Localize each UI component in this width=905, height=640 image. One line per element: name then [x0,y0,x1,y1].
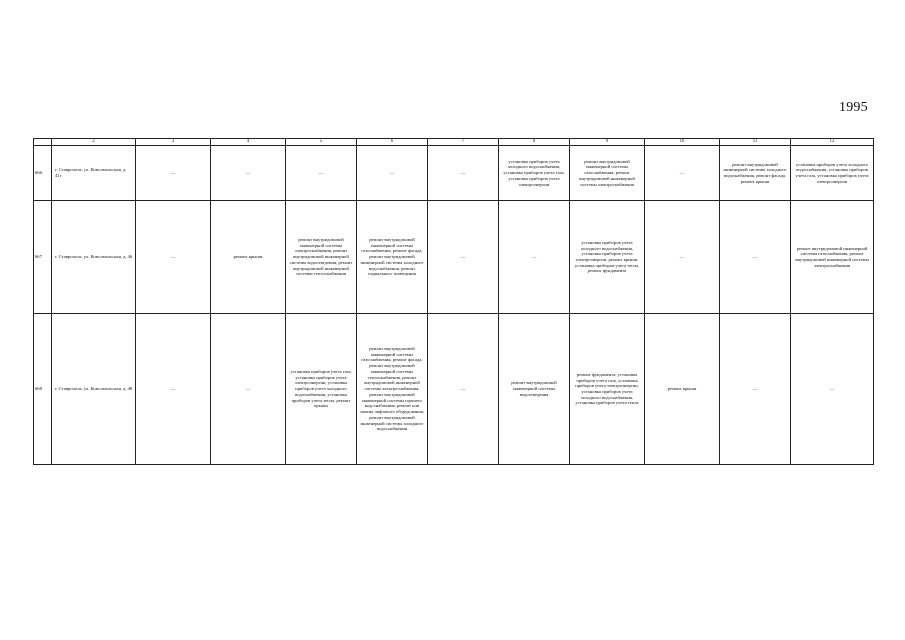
work-cell: — [357,146,428,201]
work-cell: — [720,201,791,314]
header-cell: 6 [357,139,428,146]
table-row [34,201,874,314]
row-number: 666. [34,146,52,201]
work-cell: установка приборов учета холодного водоснабжения, установка приборов учета электроэнергии, ремонт крыши, установка приборов учета тепла, ремонт фундамента [570,201,645,314]
header-row [34,139,874,146]
work-cell: установка приборов учета газа, установка приборов учета электроэнергии, установка приборов учета холодного водоснабжения, установка приборов учета тепла, ремонт крыши [286,314,357,465]
work-cell: — [499,201,570,314]
table-row [34,314,874,465]
header-cell: 8 [499,139,570,146]
work-cell: — [428,314,499,465]
header-cell: 4 [211,139,286,146]
work-cell: — [645,146,720,201]
work-plan-table [33,138,874,465]
header-cell: 10 [645,139,720,146]
address-cell: г. Ставрополь, ул. Комсомольская, д. 48 [52,314,136,465]
work-cell: — [428,201,499,314]
work-cell: — [720,314,791,465]
work-cell: — [286,146,357,201]
work-cell: ремонт внутридомовой инженерной системы холодного водоснабжения, ремонт фасада, ремонт крыши [720,146,791,201]
work-cell: — [136,201,211,314]
work-cell: ремонт крыши [211,201,286,314]
work-cell: — [645,201,720,314]
work-cell: ремонт внутридомовой инженерной системы электроснабжения, ремонт внутридомовой инженерной системы водоотведения, ремонт внутридомовой инженерной системы теплоснабжения [286,201,357,314]
work-cell: ремонт внутридомовой инженерной системы газоснабжения, ремонт внутридомовой инженерной системы электроснабжения [791,201,874,314]
address-cell: г. Ставрополь, ул. Комсомольская, д. 41г [52,146,136,201]
work-cell: ремонт фундамента, установка приборов учета газа, установка приборов учета электроэнергии, установка приборов учета холодного водоснабжения, установка приборов учета тепла [570,314,645,465]
work-cell: — [791,314,874,465]
work-cell: — [136,146,211,201]
header-cell: 5 [286,139,357,146]
work-cell: ремонт внутридомовой инженерной системы газоснабжения, ремонт фасада, ремонт внутридомовой инженерной системы теплоснабжения, ремонт внутридомовой инженерной системы электроснабжения, ремонт внутридомовой инженерной системы горячего водоснабжения, ремонт или замена лифтового оборудования, ремонт внутридомовой инженерной системы холодного водоснабжения [357,314,428,465]
header-cell: 12 [791,139,874,146]
work-cell: — [211,146,286,201]
work-cell: ремонт внутридомовой инженерной системы газоснабжения, ремонт фасада, ремонт внутридомовой инженерной системы холодного водоснабжения, ремонт подвального помещения [357,201,428,314]
row-number: 668 [34,314,52,465]
header-cell: 11 [720,139,791,146]
row-number: 667. [34,201,52,314]
header-cell: 3 [136,139,211,146]
work-cell: ремонт внутридомовой инженерной системы газоснабжения, ремонт внутридомовой инженерной системы электроснабжения [570,146,645,201]
header-cell: 7 [428,139,499,146]
work-cell: — [211,314,286,465]
page-number: 1995 [839,100,868,115]
work-cell: ремонт крыши [645,314,720,465]
address-cell: г. Ставрополь, ул. Комсомольская, д. 46 [52,201,136,314]
header-cell: 2 [52,139,136,146]
work-cell: установка приборов учета холодного водоснабжения, установка приборов учета газа, установка приборов учета электроэнергии [499,146,570,201]
header-cell [34,139,52,146]
table-row [34,146,874,201]
work-cell: — [136,314,211,465]
work-cell: — [428,146,499,201]
header-cell: 9 [570,139,645,146]
work-cell: ремонт внутридомовой инженерной системы водоотведения [499,314,570,465]
work-cell: установка приборов учета холодного водоснабжения, установка приборов учета газа, установка приборов учета электроэнергии [791,146,874,201]
